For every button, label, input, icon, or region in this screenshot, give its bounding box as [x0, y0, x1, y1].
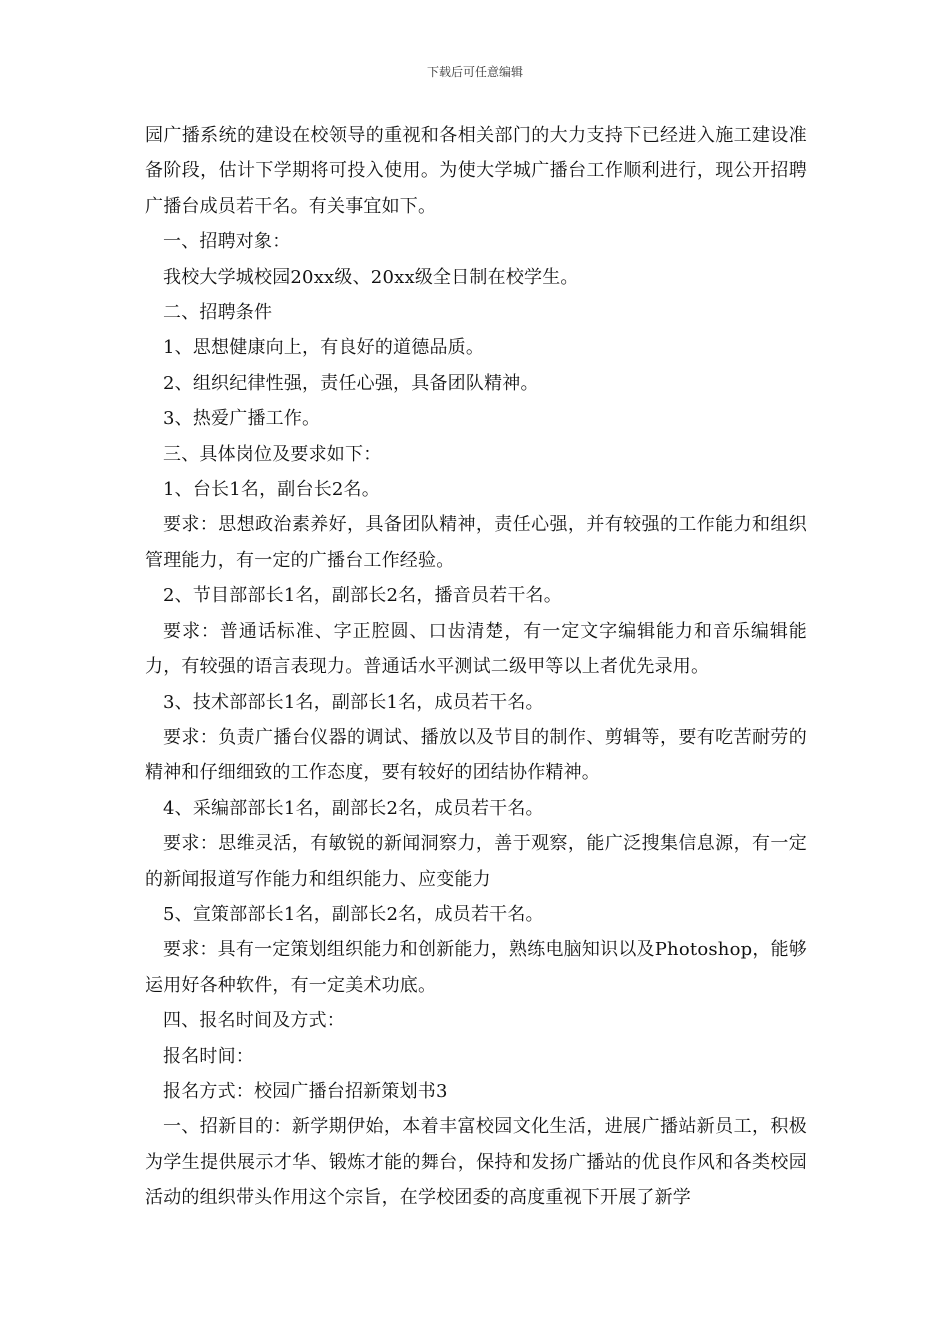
paragraph: 三、具体岗位及要求如下：: [163, 443, 382, 465]
paragraph: 要求：思想政治素养好，具备团队精神，责任心强，并有较强的工作能力和组织管理能力，有一定的广播台工作经验。: [145, 514, 807, 571]
paragraph: 二、招聘条件: [163, 302, 273, 324]
paragraph: 要求：负责广播台仪器的调试、播放以及节目的制作、剪辑等，要有吃苦耐劳的精神和仔细细致的工作态度，要有较好的团结协作精神。: [145, 726, 807, 784]
document-body: [145, 118, 807, 1216]
paragraph: 一、招聘对象：: [163, 231, 291, 253]
paragraph: 报名时间：: [163, 1045, 254, 1067]
page-header-note: 下载后可任意编辑: [426, 65, 523, 79]
paragraph: 要求：具有一定策划组织能力和创新能力，熟练电脑知识以及Photoshop，能够运用好各种软件，有一定美术功底。: [145, 939, 807, 996]
paragraph: 5、宣策部部长1名，副部长2名，成员若干名。: [163, 903, 544, 925]
paragraph: 4、采编部部长1名，副部长2名，成员若干名。: [163, 797, 544, 819]
paragraph: 我校大学城校园20xx级、20xx级全日制在校学生。: [163, 266, 579, 288]
paragraph: 2、组织纪律性强，责任心强，具备团队精神。: [163, 372, 539, 394]
paragraph: 1、台长1名，副台长2名。: [163, 479, 380, 501]
paragraph: 1、思想健康向上，有良好的道德品质。: [163, 337, 485, 359]
paragraph: 园广播系统的建设在校领导的重视和各相关部门的大力支持下已经进入施工建设准备阶段，估计下学期将可投入使用。为使大学城广播台工作顺利进行，现公开招聘广播台成员若干名。有关事宜如下。: [145, 125, 807, 217]
paragraph: 3、热爱广播工作。: [163, 408, 321, 430]
paragraph: 报名方式：校园广播台招新策划书3: [163, 1080, 448, 1102]
paragraph: 要求：思维灵活，有敏锐的新闻洞察力，善于观察，能广泛搜集信息源，有一定的新闻报道写作能力和组织能力、应变能力: [145, 833, 807, 890]
paragraph: 3、技术部部长1名，副部长1名，成员若干名。: [163, 691, 544, 713]
paragraph: 一、招新目的：新学期伊始，本着丰富校园文化生活，进展广播站新员工，积极为学生提供展示才华、锻炼才能的舞台，保持和发扬广播站的优良作风和各类校园活动的组织带头作用这个宗旨，在学校团委的高度重视下开展了新学: [145, 1116, 807, 1209]
paragraph: 要求：普通话标准、字正腔圆、口齿清楚，有一定文字编辑能力和音乐编辑能力，有较强的语言表现力。普通话水平测试二级甲等以上者优先录用。: [145, 620, 807, 678]
paragraph: 四、报名时间及方式：: [163, 1010, 345, 1032]
paragraph: 2、节目部部长1名，副部长2名，播音员若干名。: [163, 585, 562, 607]
